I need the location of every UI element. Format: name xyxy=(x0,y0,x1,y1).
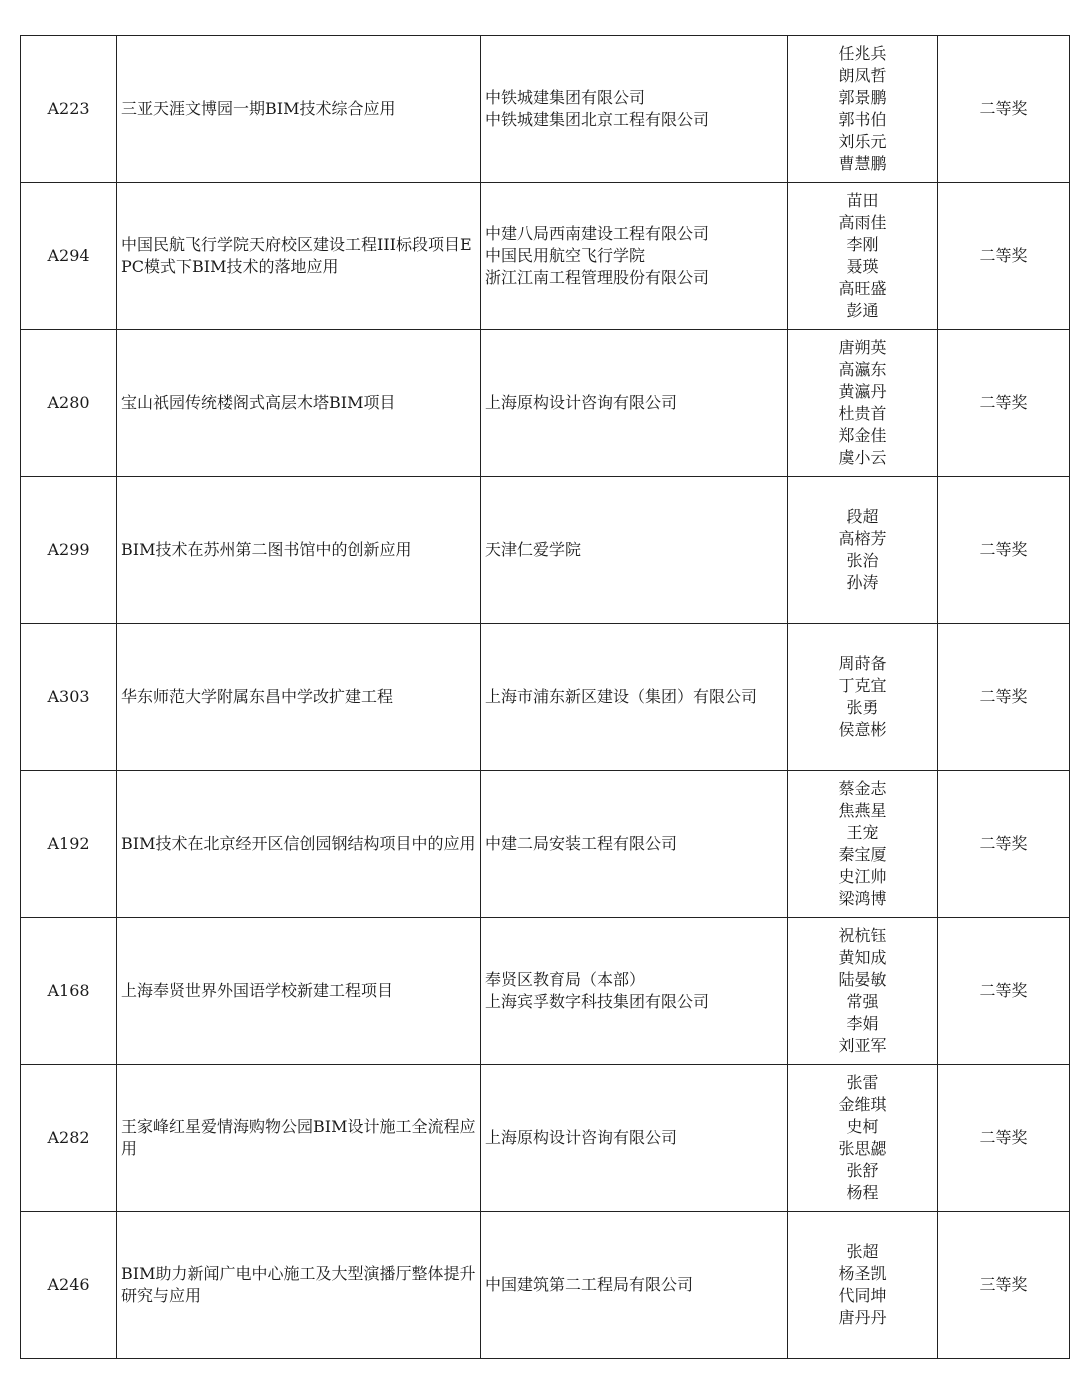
award-level-cell: 二等奖 xyxy=(938,330,1070,477)
person-name: 聂瑛 xyxy=(846,257,879,276)
award-table xyxy=(20,35,1070,1359)
person-name: 梁鸿博 xyxy=(838,889,887,908)
person-name: 李刚 xyxy=(846,235,879,254)
units-cell xyxy=(481,1212,788,1359)
project-id-cell: A299 xyxy=(21,477,117,624)
unit-name: 上海原构设计咨询有限公司 xyxy=(485,393,678,412)
person-name: 唐丹丹 xyxy=(838,1308,887,1327)
person-name: 朗凤哲 xyxy=(838,66,887,85)
person-name: 郑金佳 xyxy=(838,426,887,445)
person-name: 高榕芳 xyxy=(838,529,887,548)
award-level-cell: 二等奖 xyxy=(938,36,1070,183)
unit-name: 浙江江南工程管理股份有限公司 xyxy=(485,268,710,287)
person-name: 虞小云 xyxy=(838,448,887,467)
table-row xyxy=(21,1212,1070,1359)
person-name: 常强 xyxy=(846,992,879,1011)
project-id-cell: A282 xyxy=(21,1065,117,1212)
person-name: 彭通 xyxy=(846,301,879,320)
award-level-cell: 二等奖 xyxy=(938,1065,1070,1212)
table-row xyxy=(21,1065,1070,1212)
person-name: 侯意彬 xyxy=(838,720,887,739)
person-name: 杜贵首 xyxy=(838,404,887,423)
unit-name: 上海原构设计咨询有限公司 xyxy=(485,1128,678,1147)
person-name: 黄知成 xyxy=(838,948,887,967)
person-name: 任兆兵 xyxy=(838,44,887,63)
units-cell xyxy=(481,771,788,918)
project-id-cell: A246 xyxy=(21,1212,117,1359)
table-row xyxy=(21,918,1070,1065)
project-name: 上海奉贤世界外国语学校新建工程项目 xyxy=(121,981,394,1000)
project-name: BIM技术在苏州第二图书馆中的创新应用 xyxy=(121,540,412,559)
person-name: 张思勰 xyxy=(838,1139,887,1158)
award-level-cell: 二等奖 xyxy=(938,918,1070,1065)
project-name: 宝山祇园传统楼阁式高层木塔BIM项目 xyxy=(121,393,396,412)
award-level-cell: 二等奖 xyxy=(938,183,1070,330)
table-row xyxy=(21,771,1070,918)
person-name: 秦宝厦 xyxy=(838,845,887,864)
person-name: 周莳备 xyxy=(838,654,887,673)
project-id-cell: A223 xyxy=(21,36,117,183)
person-name: 高旺盛 xyxy=(838,279,887,298)
unit-name: 中国建筑第二工程局有限公司 xyxy=(485,1275,694,1294)
project-id-cell: A303 xyxy=(21,624,117,771)
award-level-cell: 二等奖 xyxy=(938,624,1070,771)
person-name: 孙涛 xyxy=(846,573,879,592)
project-name-cell xyxy=(117,1212,481,1359)
units-cell xyxy=(481,918,788,1065)
units-cell xyxy=(481,183,788,330)
person-name: 张舒 xyxy=(846,1161,879,1180)
person-name: 高雨佳 xyxy=(838,213,887,232)
project-name-cell xyxy=(117,1065,481,1212)
person-name: 杨圣凯 xyxy=(838,1264,887,1283)
project-name-cell xyxy=(117,477,481,624)
table-row xyxy=(21,330,1070,477)
person-name: 祝杭钰 xyxy=(838,926,887,945)
units-cell xyxy=(481,330,788,477)
people-cell xyxy=(788,1065,938,1212)
person-name: 黄瀛丹 xyxy=(838,382,887,401)
project-name: 中国民航飞行学院天府校区建设工程III标段项目EPC模式下BIM技术的落地应用 xyxy=(121,235,472,276)
award-level-cell: 二等奖 xyxy=(938,477,1070,624)
person-name: 史江帅 xyxy=(838,867,887,886)
person-name: 张雷 xyxy=(846,1073,879,1092)
units-cell xyxy=(481,624,788,771)
person-name: 王宠 xyxy=(846,823,879,842)
project-name: 华东师范大学附属东昌中学改扩建工程 xyxy=(121,687,394,706)
people-cell xyxy=(788,771,938,918)
unit-name: 天津仁爱学院 xyxy=(485,540,582,559)
person-name: 陆晏敏 xyxy=(838,970,887,989)
person-name: 张治 xyxy=(846,551,879,570)
project-name: 王家峰红星爱情海购物公园BIM设计施工全流程应用 xyxy=(121,1117,476,1158)
person-name: 代同坤 xyxy=(838,1286,887,1305)
unit-name: 中建二局安装工程有限公司 xyxy=(485,834,678,853)
person-name: 唐朔英 xyxy=(838,338,887,357)
project-name-cell xyxy=(117,771,481,918)
project-name: BIM技术在北京经开区信创园钢结构项目中的应用 xyxy=(121,834,476,853)
people-cell xyxy=(788,477,938,624)
unit-name: 中建八局西南建设工程有限公司 xyxy=(485,224,710,243)
person-name: 段超 xyxy=(846,507,879,526)
people-cell xyxy=(788,624,938,771)
units-cell xyxy=(481,477,788,624)
people-cell xyxy=(788,330,938,477)
unit-name: 中铁城建集团有限公司 xyxy=(485,88,646,107)
project-id-cell: A168 xyxy=(21,918,117,1065)
project-name-cell xyxy=(117,330,481,477)
award-level-cell: 二等奖 xyxy=(938,771,1070,918)
person-name: 杨程 xyxy=(846,1183,879,1202)
project-name: BIM助力新闻广电中心施工及大型演播厅整体提升研究与应用 xyxy=(121,1264,476,1305)
person-name: 丁克宜 xyxy=(838,676,887,695)
person-name: 郭书伯 xyxy=(838,110,887,129)
person-name: 苗田 xyxy=(846,191,879,210)
person-name: 曹慧鹏 xyxy=(838,154,887,173)
award-level-cell: 三等奖 xyxy=(938,1212,1070,1359)
project-name-cell xyxy=(117,183,481,330)
person-name: 张超 xyxy=(846,1242,879,1261)
person-name: 蔡金志 xyxy=(838,779,887,798)
project-name: 三亚天涯文博园一期BIM技术综合应用 xyxy=(121,99,396,118)
person-name: 高瀛东 xyxy=(838,360,887,379)
project-id-cell: A294 xyxy=(21,183,117,330)
table-row xyxy=(21,36,1070,183)
unit-name: 上海市浦东新区建设（集团）有限公司 xyxy=(485,687,758,706)
unit-name: 中国民用航空飞行学院 xyxy=(485,246,646,265)
table-row xyxy=(21,183,1070,330)
units-cell xyxy=(481,36,788,183)
person-name: 李娟 xyxy=(846,1014,879,1033)
person-name: 郭景鹏 xyxy=(838,88,887,107)
table-row xyxy=(21,624,1070,771)
person-name: 张勇 xyxy=(846,698,879,717)
person-name: 史柯 xyxy=(846,1117,879,1136)
person-name: 刘乐元 xyxy=(838,132,887,151)
people-cell xyxy=(788,918,938,1065)
person-name: 金维琪 xyxy=(838,1095,887,1114)
unit-name: 奉贤区教育局（本部） xyxy=(485,970,646,989)
table-row xyxy=(21,477,1070,624)
project-name-cell xyxy=(117,36,481,183)
people-cell xyxy=(788,1212,938,1359)
person-name: 刘亚军 xyxy=(838,1036,887,1055)
project-name-cell xyxy=(117,624,481,771)
unit-name: 上海宾孚数字科技集团有限公司 xyxy=(485,992,710,1011)
units-cell xyxy=(481,1065,788,1212)
people-cell xyxy=(788,36,938,183)
project-name-cell xyxy=(117,918,481,1065)
unit-name: 中铁城建集团北京工程有限公司 xyxy=(485,110,710,129)
project-id-cell: A192 xyxy=(21,771,117,918)
award-table-body xyxy=(21,36,1070,1359)
person-name: 焦燕星 xyxy=(838,801,887,820)
people-cell xyxy=(788,183,938,330)
project-id-cell: A280 xyxy=(21,330,117,477)
